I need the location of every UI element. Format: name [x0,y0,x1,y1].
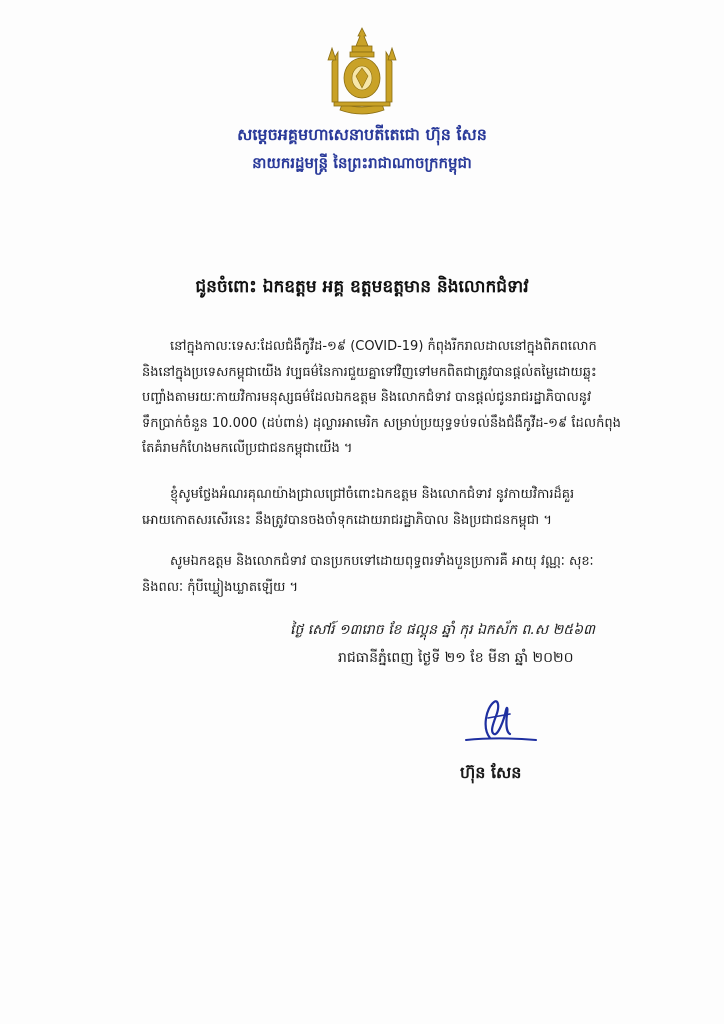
signer-name: ហ៊ុន សែន [460,763,522,782]
paragraph-1-line: នៅក្នុងកាលៈទេសៈដែលជំងឺកូវីដ-១៩ (COVID-19) កំពុងរីករាលដាលនៅក្នុងពិភពលោក [170,339,597,354]
lunar-date: ថ្ងៃ សៅរ៍ ១៣រោច ខែ ផល្គុន ឆ្នាំ កុរ ឯកស័ក ព.ស ២៥៦៣ [290,622,595,638]
sender-position: នាយករដ្ឋមន្ត្រី នៃព្រះរាជាណាចក្រកម្ពុជា [252,154,472,172]
sender-title: សម្តេចអគ្គមហាសេនាបតីតេជោ ហ៊ុន សែន [237,125,487,144]
paragraph-2-line: អោយកោតសរសើរនេះ នឹងត្រូវបានចងចាំទុកដោយរាជរដ្ឋាភិបាល និងប្រជាជនកម្ពុជា ។ [142,512,552,528]
paragraph-1 [142,334,621,462]
royal-coat-of-arms-icon [312,22,412,122]
solar-date: រាជធានីភ្នំពេញ ថ្ងៃទី ២១ ខែ មីនា ឆ្នាំ ២០២០ [338,650,574,666]
paragraph-2-line: ខ្ញុំសូមថ្លែងអំណរគុណយ៉ាងជ្រាលជ្រៅចំពោះឯកឧត្តម និងលោកជំទាវ នូវកាយវិការដ៏គួរ [170,487,575,502]
paragraph-2 [142,482,575,533]
paragraph-1-line: បញ្ចាំងតាមរយៈកាយវិការមនុស្សធម៌ដែលឯកឧត្តម និងលោកជំទាវ បានផ្តល់ជូនរាជរដ្ឋាភិបាលនូវ [142,390,592,405]
salutation: ជូនចំពោះ ឯកឧត្តម អគ្គ ឧត្តមឧត្តមាន និងលោកជំទាវ [195,277,529,297]
signature-icon [460,698,540,746]
paragraph-1-line: ទឹកប្រាក់ចំនួន 10.000 (ដប់ពាន់) ដុល្លារអាមេរិក សម្រាប់ប្រយុទ្ធទប់ទល់នឹងជំងឺកូវីដ-១៩ ដែលកំពុង [142,415,621,431]
paragraph-1-line: តែគំរាមកំហែងមកលើប្រជាជនកម្ពុជាយើង ។ [142,441,353,456]
paragraph-3-line: សូមឯកឧត្តម និងលោកជំទាវ បានប្រកបទៅដោយពុទ្ធពរទាំងបួនប្រការគឺ អាយុ វណ្ណៈ សុខៈ [170,554,594,569]
paragraph-3 [142,549,594,600]
paragraph-1-line: និងនៅក្នុងប្រទេសកម្ពុជាយើង វប្បធម៌នៃការជួយគ្នាទៅវិញទៅមកពិតជាត្រូវបានផ្តល់តម្លៃដោយឆ្លុះ [142,364,597,380]
paragraph-3-line: និងពលៈ កុំបីឃ្លៀងឃ្លាតឡើយ ។ [142,579,299,595]
